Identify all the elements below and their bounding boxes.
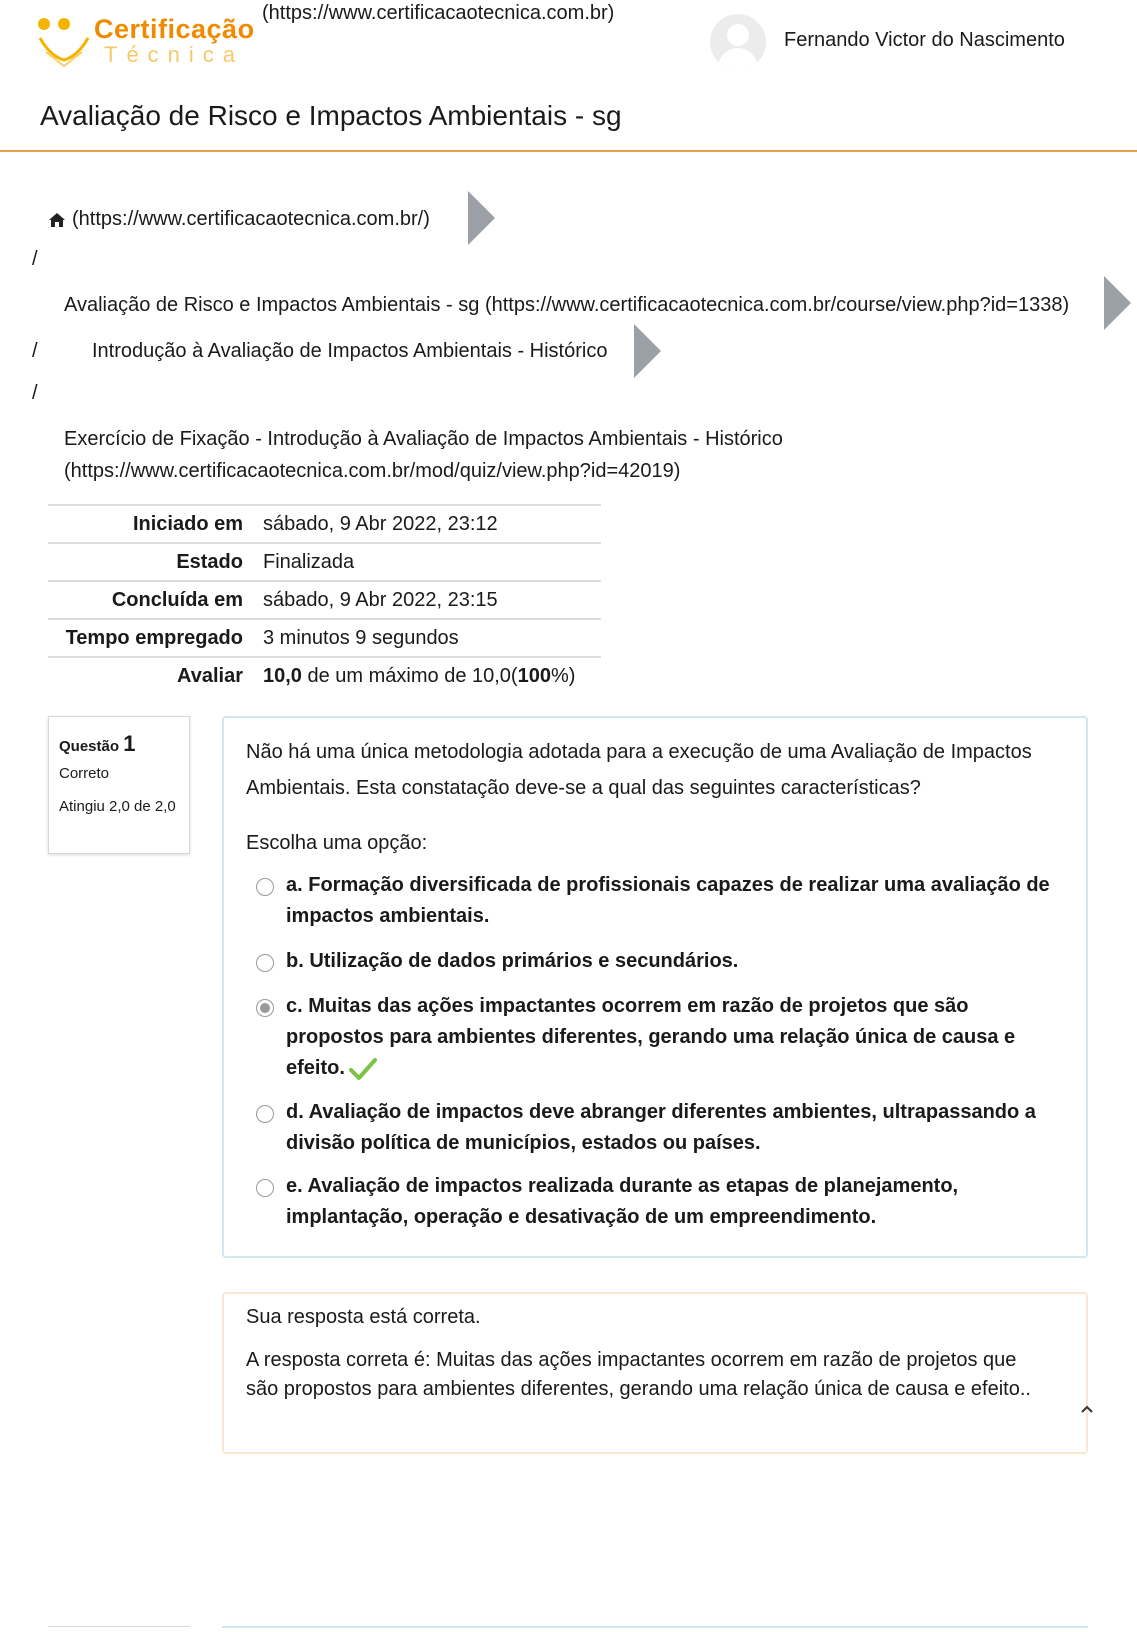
breadcrumb-separator: / — [32, 340, 38, 362]
option-label: e. Avaliação de impactos realizada durante as etapas de planejamento, implantação, operação e desativação de um empreendimento. — [286, 1175, 959, 1228]
completed-label: Concluída em — [48, 581, 263, 619]
option-label: b. Utilização de dados primários e secundários. — [286, 950, 739, 972]
breadcrumb-quiz-url[interactable]: (https://www.certificacaotecnica.com.br/mod/quiz/view.php?id=42019) — [64, 460, 681, 482]
answer-option-d[interactable] — [256, 1097, 1056, 1159]
choose-prompt: Escolha uma opção: — [246, 832, 428, 854]
option-label: a. Formação diversificada de profissionais capazes de realizar uma avaliação de impactos ambientais. — [286, 874, 1050, 927]
breadcrumb-arrow-icon — [468, 191, 495, 245]
started-label: Iniciado em — [48, 505, 263, 543]
breadcrumb-course-link[interactable]: Avaliação de Risco e Impactos Ambientais - sg (https://www.certificacaotecnica.com.br/course/view.php?id=1338) — [64, 294, 1070, 316]
radio-button[interactable] — [256, 1105, 274, 1123]
logo-subtext: Técnica — [104, 42, 245, 67]
feedback-correct-answer: A resposta correta é: Muitas das ações impactantes ocorrem em razão de projetos que são propostos para ambientes diferentes, gerando uma relação única de causa e efeito.. — [246, 1349, 1031, 1400]
user-name[interactable]: Fernando Victor do Nascimento — [784, 29, 1065, 51]
site-logo[interactable] — [32, 8, 255, 68]
breadcrumb-section-link[interactable]: Introdução à Avaliação de Impactos Ambientais - Histórico — [92, 340, 608, 362]
table-row — [48, 505, 601, 543]
grade-percent: 100 — [517, 664, 551, 687]
question-label: Questão — [59, 738, 120, 755]
table-row — [48, 581, 601, 619]
state-value: Finalizada — [263, 543, 601, 581]
question-score: Atingiu 2,0 de 2,0 — [59, 798, 176, 815]
breadcrumb-arrow-icon — [1104, 276, 1131, 330]
started-value: sábado, 9 Abr 2022, 23:12 — [263, 505, 601, 543]
question-number: 1 — [123, 731, 136, 756]
option-label: c. Muitas das ações impactantes ocorrem em razão de projetos que são propostos para ambientes diferentes, gerando uma relação única de causa e efeito. — [286, 995, 1016, 1079]
time-label: Tempo empregado — [48, 619, 263, 657]
breadcrumb-separator: / — [32, 382, 38, 404]
answer-option-e[interactable] — [256, 1171, 1056, 1233]
completed-value: sábado, 9 Abr 2022, 23:15 — [263, 581, 601, 619]
chevron-up-icon[interactable] — [1080, 1402, 1094, 1416]
next-question-content-box — [222, 1626, 1088, 1632]
grade-score: 10,0 — [263, 664, 302, 687]
attempt-summary-table — [48, 504, 601, 694]
question-status: Correto — [59, 765, 110, 782]
state-label: Estado — [48, 543, 263, 581]
logo-text: Certificação — [94, 14, 255, 44]
radio-button[interactable] — [256, 1179, 274, 1197]
radio-button[interactable] — [256, 878, 274, 896]
site-url-link[interactable]: (https://www.certificacaotecnica.com.br) — [262, 2, 615, 24]
grade-label: Avaliar — [48, 657, 263, 694]
user-avatar[interactable] — [710, 14, 766, 70]
feedback-status: Sua resposta está correta. — [246, 1306, 481, 1328]
time-value: 3 minutos 9 segundos — [263, 619, 601, 657]
next-question-info-box — [48, 1626, 190, 1631]
home-icon[interactable] — [48, 212, 66, 228]
table-row — [48, 657, 601, 694]
answer-option-a[interactable] — [256, 870, 1056, 932]
radio-button-selected[interactable] — [256, 999, 274, 1017]
breadcrumb-arrow-icon — [634, 324, 661, 378]
answer-option-c[interactable] — [256, 991, 1056, 1084]
grade-end: %) — [550, 664, 576, 687]
page-title: Avaliação de Risco e Impactos Ambientais - sg — [40, 100, 622, 131]
table-row — [48, 543, 601, 581]
question-text: Não há uma única metodologia adotada para a execução de uma Avaliação de Impactos Ambientais. Esta constatação deve-se a qual das seguintes características? — [246, 741, 1032, 799]
grade-value — [263, 657, 601, 694]
table-row — [48, 619, 601, 657]
option-label: d. Avaliação de impactos deve abranger diferentes ambientes, ultrapassando a divisão política de municípios, estados ou países. — [286, 1101, 1036, 1154]
title-divider — [0, 150, 1137, 152]
answer-option-b[interactable] — [256, 946, 1056, 977]
breadcrumb-quiz-link[interactable]: Exercício de Fixação - Introdução à Avaliação de Impactos Ambientais - Histórico — [64, 428, 783, 450]
question-info-box — [48, 716, 190, 854]
radio-button[interactable] — [256, 954, 274, 972]
breadcrumb-separator: / — [32, 248, 38, 270]
correct-check-icon — [349, 1057, 377, 1081]
grade-mid: de um máximo de 10,0( — [301, 664, 518, 687]
breadcrumb-home-link[interactable]: (https://www.certificacaotecnica.com.br/) — [72, 208, 430, 230]
